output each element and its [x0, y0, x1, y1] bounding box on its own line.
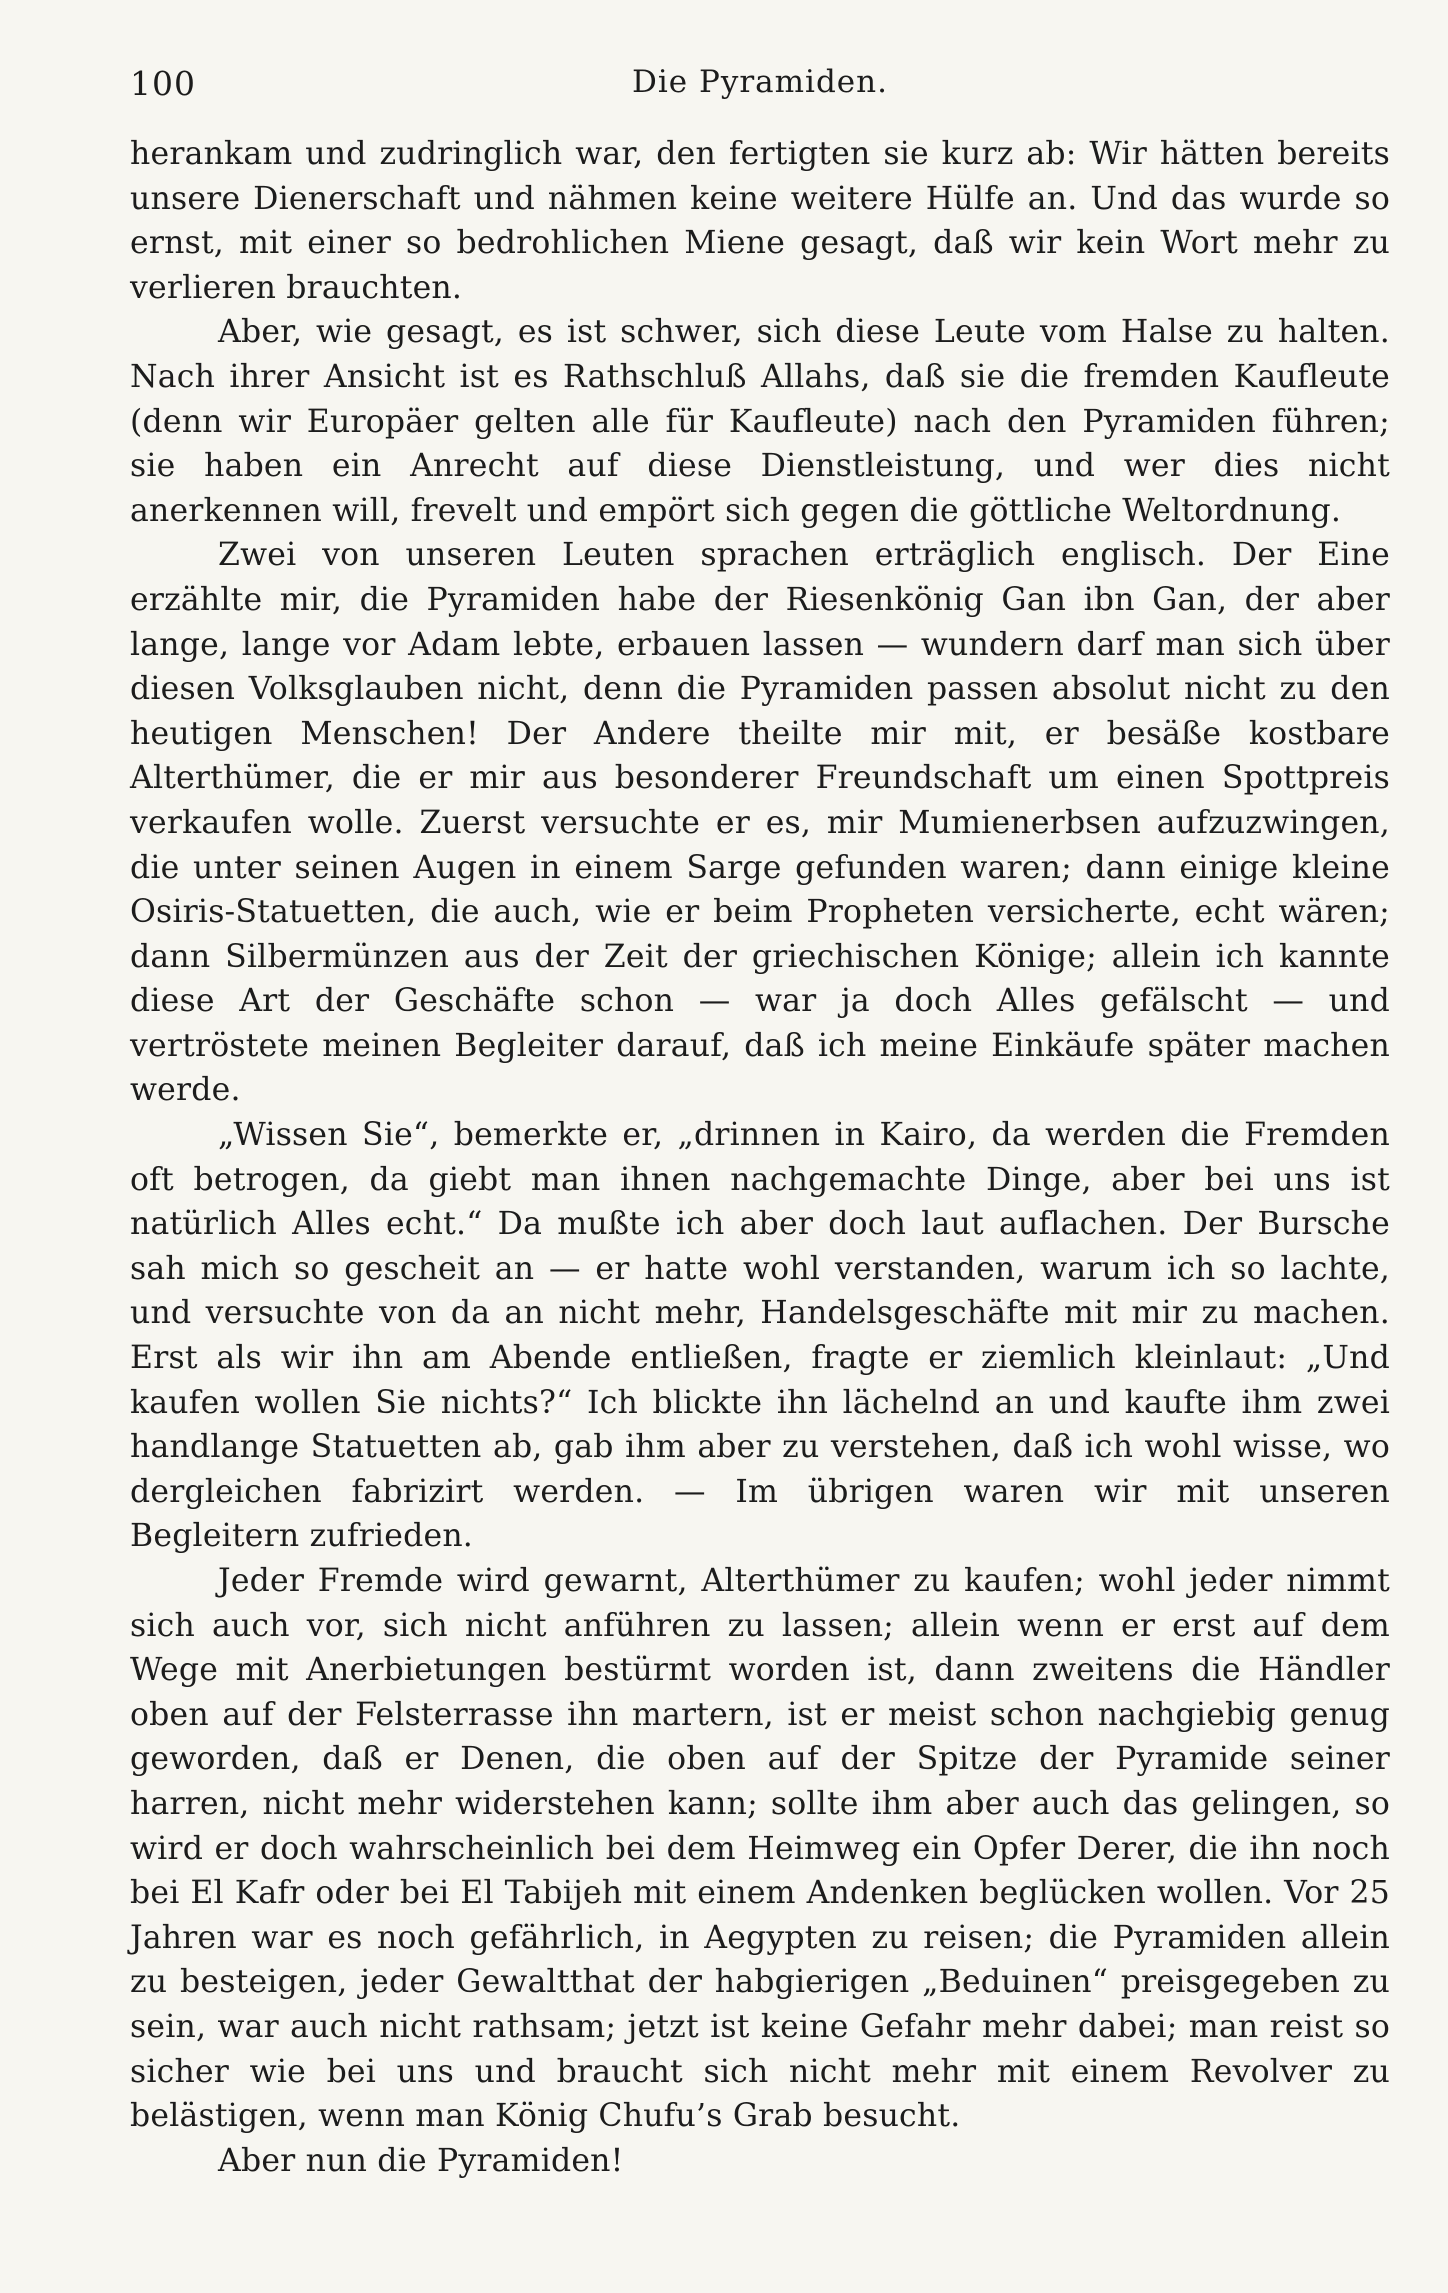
- paragraph-4: „Wissen Sie“, bemerkte er, „drinnen in Kairo, da werden die Fremden oft betrogen, da giebt man ihnen nachgemachte Dinge, aber bei uns ist natürlich Alles echt.“ Da mußte ich aber doch laut auflachen. Der Bursche sah mich so gescheit an — er hatte wohl verstanden, warum ich so lachte, und versuchte von da an nicht mehr, Handelsgeschäfte mit mir zu machen. Erst als wir ihn am Abende entließen, fragte er ziemlich kleinlaut: „Und kaufen wollen Sie nichts?“ Ich blickte ihn lächelnd an und kaufte ihm zwei handlange Statuetten ab, gab ihm aber zu verstehen, daß ich wohl wisse, wo dergleichen fabrizirt werden. — Im übrigen waren wir mit unseren Begleitern zufrieden.: [130, 1117, 1390, 1555]
- book-page: [130, 58, 1390, 2183]
- running-head: [130, 58, 1390, 110]
- paragraph-5: Jeder Fremde wird gewarnt, Alterthümer zu kaufen; wohl jeder nimmt sich auch vor, sich nicht anführen zu lassen; allein wenn er erst auf dem Wege mit Anerbietungen bestürmt worden ist, dann zweitens die Händler oben auf der Felsterrasse ihn martern, ist er meist schon nachgiebig genug geworden, daß er Denen, die oben auf der Spitze der Pyramide seiner harren, nicht mehr widerstehen kann; sollte ihm aber auch das gelingen, so wird er doch wahrscheinlich bei dem Heimweg ein Opfer Derer, die ihn noch bei El Kafr oder bei El Tabijeh mit einem Andenken beglücken wollen. Vor 25 Jahren war es noch gefährlich, in Aegypten zu reisen; die Pyramiden allein zu besteigen, jeder Gewaltthat der habgierigen „Beduinen“ preisgegeben zu sein, war auch nicht rathsam; jetzt ist keine Gefahr mehr dabei; man reist so sicher wie bei uns und braucht sich nicht mehr mit einem Revolver zu belästigen, wenn man König Chufu’s Grab besucht.: [130, 1563, 1390, 2135]
- paragraph-6: Aber nun die Pyramiden!: [218, 2142, 624, 2179]
- body-text: [130, 132, 1390, 2183]
- paragraph-2: Aber, wie gesagt, es ist schwer, sich diese Leute vom Halse zu halten. Nach ihrer Ansicht ist es Rathschluß Allahs, daß sie die fremden Kaufleute (denn wir Europäer gelten alle für Kaufleute) nach den Pyramiden führen; sie haben ein Anrecht auf diese Dienstleistung, und wer dies nicht anerkennen will, frevelt und empört sich gegen die göttliche Weltordnung.: [130, 314, 1390, 529]
- paragraph-1: herankam und zudringlich war, den fertigten sie kurz ab: Wir hätten bereits unsere Dienerschaft und nähmen keine weitere Hülfe an. Und das wurde so ernst, mit einer so bedrohlichen Miene gesagt, daß wir kein Wort mehr zu verlieren brauchten.: [130, 136, 1390, 306]
- paragraph-3: Zwei von unseren Leuten sprachen erträglich englisch. Der Eine erzählte mir, die Pyramiden habe der Riesenkönig Gan ibn Gan, der aber lange, lange vor Adam lebte, erbauen lassen — wundern darf man sich über diesen Volksglauben nicht, denn die Pyramiden passen absolut nicht zu den heutigen Menschen! Der Andere theilte mir mit, er besäße kostbare Alterthümer, die er mir aus besonderer Freundschaft um einen Spottpreis verkaufen wolle. Zuerst versuchte er es, mir Mumienerbsen aufzuzwingen, die unter seinen Augen in einem Sarge gefunden waren; dann einige kleine Osiris-Statuetten, die auch, wie er beim Propheten versicherte, echt wären; dann Silbermünzen aus der Zeit der griechischen Könige; allein ich kannte diese Art der Geschäfte schon — war ja doch Alles gefälscht — und vertröstete meinen Begleiter darauf, daß ich meine Einkäufe später machen werde.: [130, 537, 1390, 1109]
- page-number: 100: [130, 64, 196, 103]
- running-title: Die Pyramiden.: [632, 64, 888, 100]
